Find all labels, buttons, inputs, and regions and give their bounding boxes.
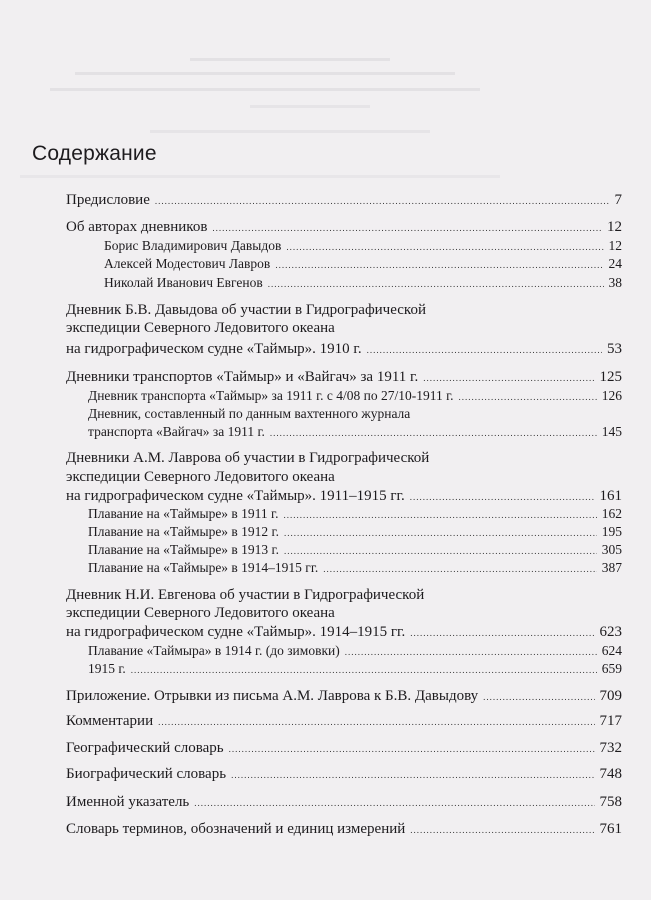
dot-leader [483, 688, 594, 707]
toc-entry [66, 793, 622, 812]
toc-entry [66, 468, 622, 487]
dot-leader [158, 713, 594, 732]
toc-entry-title: Борис Владимирович Давыдов [104, 238, 282, 253]
toc-entry [66, 712, 622, 731]
dot-leader [367, 341, 602, 360]
dot-leader [268, 275, 604, 294]
toc-page-number: 7 [614, 192, 622, 208]
toc-page-number: 53 [607, 341, 622, 357]
toc-entry-title: Предисловие [66, 192, 150, 208]
dot-leader [229, 740, 595, 759]
toc-page-number: 145 [601, 424, 622, 439]
toc-entry-title: Плавание на «Таймыре» в 1914–1915 гг. [88, 560, 319, 575]
toc-entry-title: Плавание «Таймыра» в 1914 г. (до зимовки) [88, 643, 340, 658]
toc-entry [88, 641, 622, 660]
dot-leader [194, 794, 594, 813]
toc-entry-title: экспедиции Северного Ледовитого океана [66, 605, 335, 621]
dot-leader [323, 560, 597, 579]
toc-entry-title: Приложение. Отрывки из письма А.М. Лаврова к Б.В. Давыдову [66, 688, 479, 704]
toc-entry [66, 449, 622, 468]
toc-page-number: 709 [599, 688, 622, 704]
toc-entry-title: Об авторах дневников [66, 219, 208, 235]
toc-entry [66, 820, 622, 839]
toc-entry-title: Алексей Модестович Лавров [104, 256, 271, 271]
toc-entry-title: Дневники транспортов «Таймыр» и «Вайгач» за 1911 г. [66, 369, 419, 385]
toc-entry-title: Плавание на «Таймыре» в 1911 г. [88, 506, 279, 521]
toc-entry [88, 422, 622, 441]
toc-entry-title: 1915 г. [88, 661, 126, 676]
toc-entry-title: Дневник Н.И. Евгенова об участии в Гидрографической [66, 587, 425, 603]
toc-entry-title: Дневник, составленный по данным вахтенного журнала [88, 406, 411, 421]
toc-entry [66, 604, 622, 623]
toc-page-number: 161 [599, 488, 622, 504]
toc-entry-title: Комментарии [66, 713, 154, 729]
toc-entry [66, 623, 622, 642]
toc-page-number: 761 [599, 821, 622, 837]
toc-entry-title: Плавание на «Таймыре» в 1913 г. [88, 542, 279, 557]
toc-entry-title: Словарь терминов, обозначений и единиц измерений [66, 821, 406, 837]
toc-page-number: 387 [601, 560, 622, 575]
toc-entry [66, 340, 622, 359]
toc-entry [66, 586, 622, 605]
toc-page-number: 38 [608, 275, 622, 290]
toc-entry-title: на гидрографическом судне «Таймыр». 1911–1915 гг. [66, 488, 405, 504]
toc-entry-title: Именной указатель [66, 794, 190, 810]
toc-page-number: 305 [601, 542, 622, 557]
toc-entry [66, 739, 622, 758]
toc-entry-title: экспедиции Северного Ледовитого океана [66, 469, 335, 485]
toc-entry [88, 404, 622, 423]
toc-entry-title: Николай Иванович Евгенов [104, 275, 263, 290]
toc-entry [88, 659, 622, 678]
toc-entry-title: Дневник Б.В. Давыдова об участии в Гидрографической [66, 302, 426, 318]
toc-entry [66, 765, 622, 784]
toc-page-number: 125 [599, 369, 622, 385]
toc-page-number: 24 [608, 256, 622, 271]
toc-entry-title: экспедиции Северного Ледовитого океана [66, 320, 335, 336]
toc-page-number: 126 [601, 388, 622, 403]
toc-page-number: 748 [599, 766, 622, 782]
toc-entry-title: на гидрографическом судне «Таймыр». 1910 г. [66, 341, 362, 357]
dot-leader [410, 821, 594, 840]
toc-entry-title: транспорта «Вайгач» за 1911 г. [88, 424, 265, 439]
toc-page-number: 12 [607, 219, 622, 235]
toc-entry [88, 540, 622, 559]
page-title: Содержание [32, 142, 157, 165]
dot-leader [155, 192, 610, 211]
toc-entry-title: Биографический словарь [66, 766, 227, 782]
toc-page-number: 624 [601, 643, 622, 658]
toc-entry [88, 386, 622, 405]
toc-entry-title: Плавание на «Таймыре» в 1912 г. [88, 524, 279, 539]
toc-entry [88, 558, 622, 577]
toc-page-number: 623 [599, 624, 622, 640]
toc-entry [66, 687, 622, 706]
toc-entry [66, 319, 622, 338]
toc-entry-title: Дневник транспорта «Таймыр» за 1911 г. с 4/08 по 27/10-1911 г. [88, 388, 454, 403]
toc-entry [88, 504, 622, 523]
toc-page-number: 162 [601, 506, 622, 521]
toc-page-number: 195 [601, 524, 622, 539]
dot-leader [231, 766, 594, 785]
toc-page-number: 732 [599, 740, 622, 756]
toc-entry [88, 522, 622, 541]
toc-entry [66, 301, 622, 320]
toc-entry [104, 254, 622, 273]
toc-entry [104, 236, 622, 255]
dot-leader [131, 661, 597, 680]
toc-page-number: 717 [599, 713, 622, 729]
toc-entry [66, 191, 622, 210]
toc-entry [66, 368, 622, 387]
toc-page-number: 659 [601, 661, 622, 676]
toc-entry-title: на гидрографическом судне «Таймыр». 1914–1915 гг. [66, 624, 406, 640]
toc-page-number: 758 [599, 794, 622, 810]
toc-entry-title: Дневники А.М. Лаврова об участии в Гидрографической [66, 450, 430, 466]
dot-leader [270, 424, 597, 443]
toc-entry [66, 218, 622, 237]
toc-entry [104, 273, 622, 292]
toc-entry-title: Географический словарь [66, 740, 224, 756]
toc-page-number: 12 [608, 238, 622, 253]
